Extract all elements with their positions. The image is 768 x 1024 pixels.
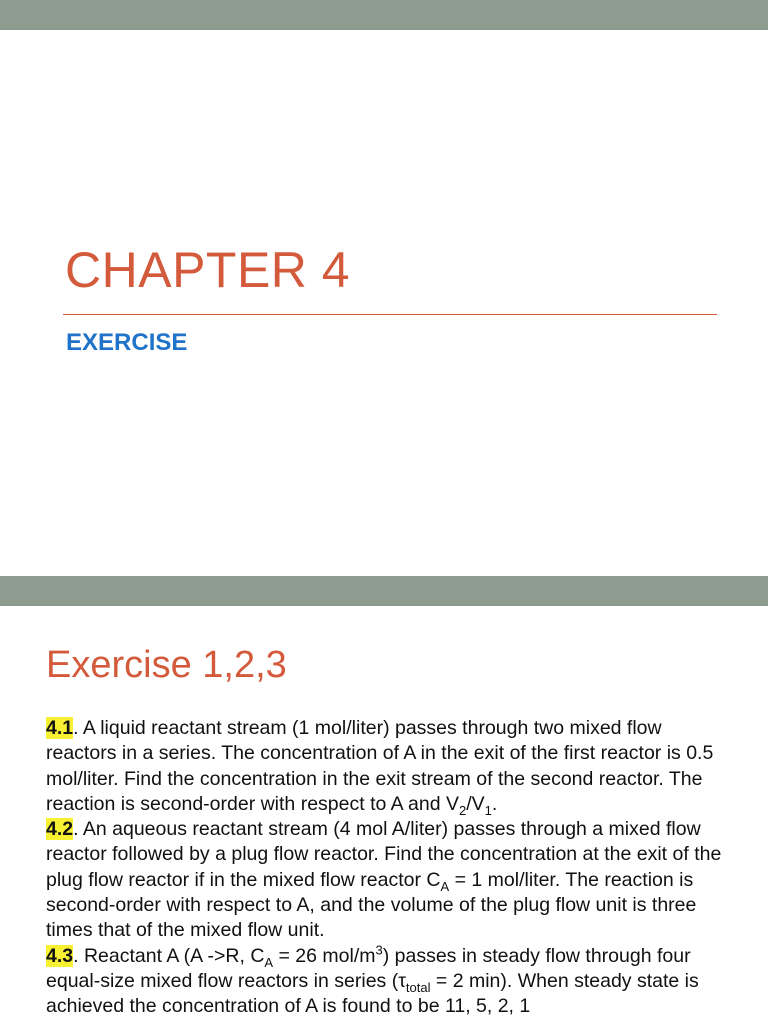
problem-text: = 1 mol/liter. The reaction is second-order with respect to A, and the volume of the plug flow unit is three times that of the mixed flow unit. <box>46 868 697 942</box>
chapter-title: CHAPTER 4 <box>65 242 351 298</box>
problem-4-1 <box>46 716 736 817</box>
problem-text: ) passes in steady flow through four equal-size mixed flow reactors in series (τ <box>46 944 691 992</box>
superscript: 3 <box>375 942 383 958</box>
problem-text: /V <box>466 792 485 815</box>
problem-text: . <box>491 792 498 815</box>
problem-4-2 <box>46 817 736 943</box>
subscript: A <box>440 878 450 894</box>
title-slide <box>0 30 768 576</box>
problem-number: 4.1 <box>46 717 74 739</box>
problem-text: . An aqueous reactant stream (4 mol A/liter) passes through a mixed flow reactor followed by a plug flow reactor. Find the concentration at the exit of the plug flow reactor if in the mixed flow reactor C <box>46 818 722 891</box>
exercise-body <box>46 716 736 1020</box>
problem-number: 4.2 <box>46 818 74 841</box>
subscript: 2 <box>458 802 467 818</box>
chapter-subtitle: EXERCISE <box>66 329 188 356</box>
subscript: total <box>405 979 431 995</box>
problem-text: = 2 min). When steady state is achieved the concentration of A is found to be 11, 5, 2, 1 <box>46 969 699 1018</box>
title-divider <box>63 314 717 315</box>
problem-text: = 26 mol/m <box>273 944 376 967</box>
slide-divider <box>0 576 768 606</box>
slide-divider-top <box>0 0 768 30</box>
subscript: A <box>264 954 274 970</box>
problem-4-3 <box>46 944 736 1020</box>
exercise-slide <box>0 606 768 1024</box>
problem-number: 4.3 <box>46 944 74 967</box>
problem-text: . Reactant A (A ->R, C <box>73 944 265 967</box>
problem-text: . A liquid reactant stream (1 mol/liter) passes through two mixed flow reactors in a series. The concentration of A in the exit of the first reactor is 0.5 mol/liter. Find the concentration in the exit stream of the second reactor. The reaction is second-order with respect to A and V <box>46 717 714 815</box>
subscript: 1 <box>484 802 492 818</box>
exercise-title: Exercise 1,2,3 <box>46 644 287 686</box>
